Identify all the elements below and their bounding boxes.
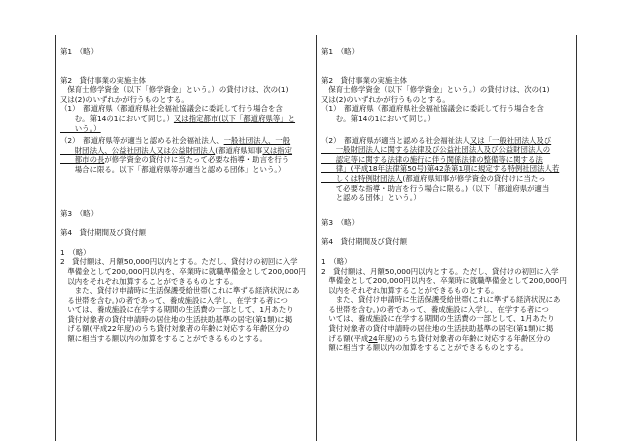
paragraph-2-line: げる額(平成22年度)のうち貸付対象者の年齢に対応する年齢区分の	[60, 324, 290, 334]
comparison-table	[55, 35, 577, 441]
item-2-line: 律」(平成18年法律第50号)第42条第1項に規定する特例社団法人若	[321, 164, 560, 174]
section-1: 第1 （略）	[60, 47, 98, 56]
item-1-line: （1） 都道府県（都道府県社会福祉協議会に委託して行う場合を含	[321, 104, 544, 114]
section-4-title: 第4 貸付期間及び貸付額	[60, 228, 147, 238]
amended-text: しくは特例財団法人	[321, 173, 403, 183]
text-line: 保育士修学資金（以下「修学資金」という。）の貸付けは、次の(1)	[321, 85, 550, 95]
item-2-line: 場合に限る。以下「都道府県等が適当と認める団体」という。）	[60, 164, 286, 174]
paragraph-2-line: 額に相当する額以内の加算をすることができるものとする。	[60, 334, 267, 344]
paragraph-2-line: 準備金として200,000円以内を、卒業時に就職準備金として200,000円	[60, 266, 306, 276]
item-1-line: む。第14の1において同じ。）	[321, 113, 435, 123]
paragraph-2-line: げる額(平成24年度)のうち貸付対象者の年齢に対応する年齢区分の	[321, 333, 551, 343]
paragraph-2-line: いては、養成施設に在学する期間の生活費の一部として、1月あたり	[321, 314, 555, 324]
paragraph-1: 1 （略）	[60, 247, 91, 257]
amended-text: 都市の長	[60, 155, 105, 165]
section-4-title: 第4 貸付期間及び貸付額	[321, 237, 408, 247]
item-2-line: 都市の長が修学資金の貸付けに当たって必要な指導・助言を行う	[60, 155, 290, 165]
amended-text: 24	[368, 333, 378, 343]
paragraph-1: 1 （略）	[321, 256, 352, 266]
amended-text: 又は指定	[262, 145, 293, 155]
section-3: 第3 （略）	[60, 208, 98, 218]
item-2-line: しくは特例財団法人(都道府県知事が修学資金の貸付けに当たっ	[321, 173, 546, 183]
paragraph-2-line: 以内をそれぞれ加算することができるものとする。	[60, 276, 238, 286]
current-column	[321, 47, 571, 353]
amended-text: 又は指定都市(以下「都道府県等」と	[173, 113, 296, 123]
paragraph-2-line: 準備金として200,000円以内を、卒業時に就職準備金として200,000円	[321, 276, 567, 286]
item-2-line: て必要な指導・助言を行う場合に限る。)（以下「都道府県が適当	[321, 183, 550, 193]
amended-text: 一般社団法人、一般	[223, 136, 291, 146]
text-line: 又は(2)のいずれかが行うものとする。	[60, 94, 189, 104]
amended-text: 又は「一般社団法人及び	[469, 135, 552, 145]
text-line: 保育士修学資金（以下「修学資金」という。）の貸付けは、次の(1)	[60, 85, 289, 95]
section-2-title: 第2 貸付事業の実施主体	[60, 75, 147, 85]
text-line: 又は(2)のいずれかが行うものとする。	[321, 94, 450, 104]
paragraph-2-line: 以内をそれぞれ加算することができるものとする。	[321, 285, 499, 295]
item-2-line: 財団法人、公益社団法人又は公益財団法人(都道府県知事又は指定	[60, 145, 293, 155]
item-2-line: 認定等に関する法律の施行に伴う関係法律の整備等に関する法	[321, 154, 543, 164]
item-2-line: （2） 都道府県等が適当と認める社会福祉法人、一般社団法人、一般	[60, 136, 291, 146]
item-1-line: いう。）	[60, 123, 101, 133]
item-2-line: と認める団体」という。）	[321, 193, 421, 203]
item-2-line: 一般財団法人に関する法律及び公益社団法人及び公益財団法人の	[321, 145, 551, 155]
revised-column	[60, 47, 310, 344]
paragraph-2-line: また、貸付け申請時に生活保護受給世帯(これに準ずる経済状況にあ	[60, 286, 300, 296]
paragraph-2-line: 額に相当する額以内の加算をすることができるものとする。	[321, 343, 528, 353]
section-1: 第1 （略）	[321, 47, 359, 56]
item-2-line: （2） 都道府県が適当と認める社会福祉法人又は「一般社団法人及び	[321, 135, 552, 145]
item-1-line: （1） 都道府県（都道府県社会福祉協議会に委託して行う場合を含	[60, 104, 283, 114]
paragraph-2-line: 貸付対象者の貸付申請時の居住地の生活扶助基準の居宅(第1類)に掲	[321, 324, 554, 334]
paragraph-2-line: る世帯を含む。)の者であって、養成施設に入学し、在学する者につ	[60, 295, 288, 305]
section-3: 第3 （略）	[321, 217, 359, 227]
amended-text: 財団法人、公益社団法人又は公益財団法人	[60, 145, 216, 155]
paragraph-2-line: また、貸付け申請時に生活保護受給世帯(これに準ずる経済状況にあ	[321, 295, 561, 305]
item-1-line: む。第14の1において同じ。）又は指定都市(以下「都道府県等」と	[60, 113, 296, 123]
paragraph-2-line: 2 貸付額は、月額50,000円以内とする。ただし、貸付けの初回に入学	[321, 266, 559, 276]
column-divider	[316, 35, 317, 441]
section-2-title: 第2 貸付事業の実施主体	[321, 75, 408, 85]
paragraph-2-line: いては、養成施設に在学する期間の生活費の一部として、1月あたり	[60, 305, 294, 315]
paragraph-2-line: 貸付対象者の貸付申請時の居住地の生活扶助基準の居宅(第1類)に掲	[60, 314, 293, 324]
paragraph-2-line: 2 貸付額は、月額50,000円以内とする。ただし、貸付けの初回に入学	[60, 257, 298, 267]
paragraph-2-line: る世帯を含む。)の者であって、養成施設に入学し、在学する者につ	[321, 304, 549, 314]
